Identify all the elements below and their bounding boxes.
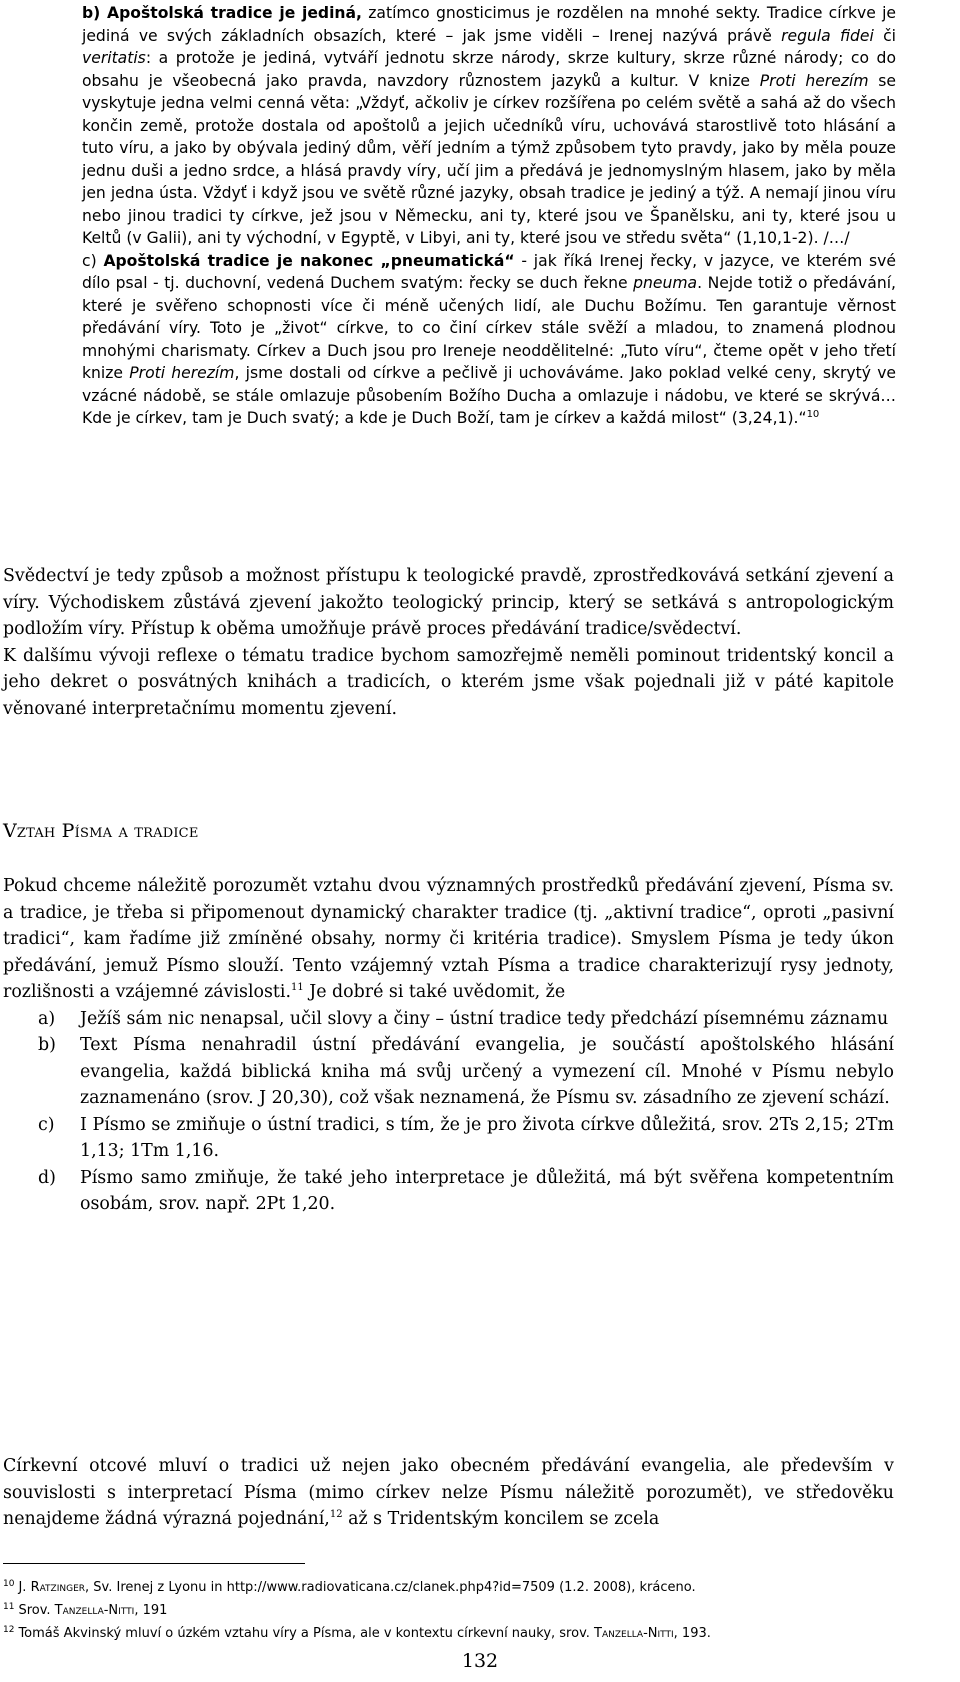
quote-b-italic: regula fidei bbox=[781, 26, 874, 45]
list-item bbox=[3, 1006, 894, 1033]
list-item bbox=[3, 1032, 894, 1112]
paragraph-otcove-text: Církevní otcové mluví o tradici už nejen jako obecném předávání evangelia, ale především v souvislosti s interpretací Písma (mimo církev nelze Písmu náležitě porozumět), ve středověku nenajdeme žádná výrazná pojednání, bbox=[3, 1456, 894, 1529]
body-paragraphs-top bbox=[3, 563, 894, 722]
quote-c-italic: Proti herezím bbox=[129, 364, 235, 382]
list-marker: b) bbox=[38, 1035, 56, 1055]
footnote-text: Srov. bbox=[18, 1603, 55, 1618]
indented-quote-block bbox=[82, 2, 896, 430]
footnote-text: Tomáš Akvinský mluví o úzkém vztahu víry a Písma, ale v kontextu církevní nauky, srov. bbox=[18, 1626, 595, 1641]
footnote-text: J. bbox=[18, 1580, 31, 1595]
quote-paragraph-c bbox=[82, 250, 896, 430]
footnote-number: 10 bbox=[3, 1578, 15, 1589]
quote-c-text: - jak říká Irenej řecky, v jazyce, ve kterém své dílo psal - tj. duchovní, vedená Duchem svatým: řecky se duch řekne bbox=[82, 251, 896, 292]
footnote-author: Tanzella-Nitti bbox=[54, 1603, 135, 1618]
paragraph-tridentsky: K dalšímu vývoji reflexe o tématu tradice bychom samozřejmě neměli pominout tridentský koncil a jeho dekret o posvátných knihách a tradicích, o kterém jsme však pojednali již v páté kapitole věnované interpretačnímu momentu zjevení. bbox=[3, 645, 894, 719]
list-item-text: I Písmo se zmiňuje o ústní tradici, s tím, že je pro života církve důležitá, srov. 2Ts 2,15; 2Tm 1,13; 1Tm 1,16. bbox=[80, 1114, 894, 1161]
footnote-number: 11 bbox=[3, 1601, 15, 1612]
quote-b-italic: veritatis bbox=[82, 49, 146, 67]
paragraph-vztah bbox=[3, 873, 894, 1006]
list-item-text: Text Písma nenahradil ústní předávání evangelia, je součástí apoštolského hlásání evangelia, každá biblická kniha má svůj určený a vymezení cíl. Mnohé v Písmu nebylo zaznamenáno (srov. J 20,30), což však neznamená, že Písmu sv. zásadního ze zjevení schází. bbox=[80, 1035, 894, 1108]
points-list bbox=[3, 1006, 894, 1218]
quote-c-text: . Nejde totiž o předávání, které je svěřeno schopnosti více či méně učených lidí, ale Duchu Božímu. Ten garantuje věrnost předávání víry. Toto je „život“ církve, to co činí církev stále svěží a mladou, to znamená plodnou mnohými charismaty. Církev a Duch jsou pro Ireneje neoddělitelné: „Tuto víru“, čteme opět v jeho třetí knize bbox=[82, 274, 896, 382]
footnote-ref-10[interactable]: 10 bbox=[806, 408, 820, 420]
list-item bbox=[3, 1112, 894, 1165]
quote-b-text: se vyskytuje jedna velmi cenná věta: „Vždyť, ačkoliv je církev rozšířena po celém světě a sahá až do všech končin země, protože dostala od apoštolů a jejich učedníků víru, uchovává starostlivě toto hlásání a tuto víru, a jako by obývala jediný dům, věří jedním a týmž způsobem tyto pravdy, jako by měla pouze jednu duši a jedno srdce, a hlásá pravdy víry, učí jim a předává je jednomyslným hlasem, jako by měla jen jedna ústa. Vždyť i když jsou ve světě různé jazyky, obsah tradice je jediný a týž. A nemají jinou víru nebo jinou tradici ty církve, jež jsou v Německu, ani ty, které jsou ve Španělsku, ani ty, které jsou u Keltů (v Galii), ani ty východní, v Egyptě, v Libyi, ani ty, které jsou ve středu světa“ (1,10,1-2). /…/ bbox=[82, 71, 897, 247]
quote-b-text: : a protože je jediná, vytváří jednotu skrze národy, skrze kultury, skrze různé národy; co do obsahu je všeobecná jako pravda, navzdory různostem jazyků a kultur. V knize bbox=[82, 49, 896, 90]
quote-c-italic: pneuma bbox=[633, 274, 698, 292]
list-item bbox=[3, 1165, 894, 1218]
footnote-author: Tanzella-Nitti bbox=[594, 1626, 674, 1641]
quote-c-marker: c) bbox=[82, 251, 104, 270]
list-marker: a) bbox=[38, 1008, 56, 1029]
footnote-number: 12 bbox=[3, 1624, 15, 1635]
body-section bbox=[3, 873, 894, 1218]
quote-c-heading: Apoštolská tradice je nakonec „pneumatická“ bbox=[103, 251, 515, 270]
paragraph-otcove-text: až s Tridentským koncilem se zcela bbox=[342, 1509, 660, 1529]
footnotes bbox=[3, 1576, 903, 1645]
footnote-text: , Sv. Irenej z Lyonu in http://www.radiovaticana.cz/clanek.php4?id=7509 (1.2. 2008), kráceno. bbox=[85, 1580, 696, 1595]
footnote-12 bbox=[3, 1622, 903, 1645]
list-item-text: Písmo samo zmiňuje, že také jeho interpretace je důležitá, má být svěřena kompetentním osobám, srov. např. 2Pt 1,20. bbox=[80, 1167, 894, 1214]
footnote-text: , 191 bbox=[134, 1603, 168, 1618]
footnote-11 bbox=[3, 1599, 903, 1622]
section-heading: Vztah Písma a tradice bbox=[3, 820, 199, 842]
quote-b-heading: b) Apoštolská tradice je jediná, bbox=[82, 4, 362, 22]
quote-b-text: zatímco gnosticimus je rozdělen na mnohé sekty. Tradice církve je jediná ve svých základních obsazích, které – jak jsme viděli – Irenej nazývá právě bbox=[82, 4, 897, 45]
paragraph-vztah-text: Pokud chceme náležitě porozumět vztahu dvou významných prostředků předávání zjevení, Písma sv. a tradice, je třeba si připomenout dynamický charakter tradice (tj. „aktivní tradice“, oproti „pasivní tradici“, kam řadíme již zmíněné obsahy, normy či kritéria tradice). Smyslem Písma je tedy úkon předávání, jemuž Písmo slouží. Tento vzájemný vztah Písma a tradice charakterizují rysy jednoty, rozlišnosti a vzájemné závislosti. bbox=[3, 876, 894, 1002]
paragraph-svedectvi: Svědectví je tedy způsob a možnost přístupu k teologické pravdě, zprostředkovává setkání zjevení a víry. Východiskem zůstává zjevení jakožto teologický princip, který se setkává s antropologickým podložím víry. Přístup k oběma umožňuje právě proces předávání tradice/svědectví. bbox=[3, 566, 894, 639]
footnote-ref-11[interactable]: 11 bbox=[291, 982, 304, 994]
quote-b-text: či bbox=[873, 26, 896, 45]
footnote-ref-12[interactable]: 12 bbox=[329, 1509, 343, 1521]
footnote-author: Ratzinger bbox=[30, 1580, 86, 1595]
quote-c-text: , jsme dostali od církve a pečlivě ji uchováváme. Jako poklad velké ceny, skrytý ve vzácné nádobě, se stále omlazuje působením Božího Ducha a omlazuje i nádobu, ve které se skrývá… Kde je církev, tam je Duch svatý; a kde je Duch Boží, tam je církev a každá milost“ (3,24,1).“ bbox=[82, 364, 897, 427]
paragraph-cirkevni-otcove bbox=[3, 1453, 894, 1533]
footnote-10 bbox=[3, 1576, 903, 1599]
footnote-text: , 193. bbox=[673, 1626, 711, 1641]
list-marker: d) bbox=[38, 1167, 56, 1188]
quote-b-italic: Proti herezím bbox=[759, 71, 869, 90]
body-paragraph-bottom bbox=[3, 1453, 894, 1533]
quote-paragraph-b bbox=[82, 2, 896, 250]
paragraph-vztah-text: Je dobré si také uvědomit, že bbox=[303, 982, 566, 1002]
list-item-text: Ježíš sám nic nenapsal, učil slovy a činy – ústní tradice tedy předchází písemnému záznamu bbox=[80, 1008, 889, 1029]
page-number: 132 bbox=[461, 1650, 499, 1672]
footnote-separator bbox=[3, 1563, 305, 1564]
list-marker: c) bbox=[38, 1114, 55, 1135]
